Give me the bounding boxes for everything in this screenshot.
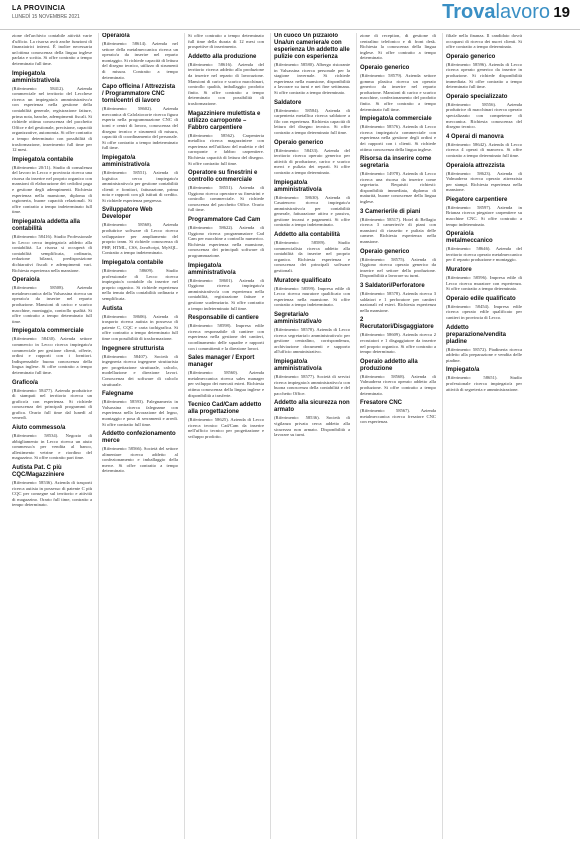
job-ad-title: 3 Camerieri/e di piani [360, 208, 421, 215]
job-ad-title: Impiegato/a amministrativo/a [12, 70, 60, 84]
page-number: 19 [553, 4, 570, 21]
job-ad [360, 400, 436, 425]
job-ad-title: Impiegato/a commerciale [12, 328, 84, 335]
job-ad-body: (Riferimento: 58646). Azienda del territorio ricerca operaio metalmeccanico per il reparto produzione e montaggio. [446, 246, 522, 263]
job-ad-body: (Riferimento: 58407). Società di ingegneria ricerca ingegnere strutturista per progettazione strutturale, calcolo, modellazione e direzione lavori. Conoscenza dei software di calcolo strutturale. [102, 353, 178, 387]
column-3 [184, 33, 264, 839]
job-ad-title: Tecnico Cad/Cam addetto alla progettazione [188, 402, 262, 416]
job-ad-body: (Riferimento: 58584). Azienda di carpenteria metallica ricerca saldatore a filo con esperienza. Richiesta capacità di lettura del disegno tecnico. Si offre contratto a tempo determinato full time. [274, 107, 350, 135]
job-ad-title: Addetto alla produzione [188, 53, 257, 60]
job-ad-title: Risorsa da inserire come segretaria [360, 156, 432, 170]
job-ad-title: Operaio generico [446, 53, 496, 60]
job-ad [12, 277, 92, 324]
job-ad-body: (Riferimento: 58606). Azienda di trasporto ricerca autista in possesso di patente C, CQC e carta tachigrafica. Si offre contratto a tempo determinato full time con possibilità di trasformazione. [102, 313, 178, 341]
job-ad [102, 391, 178, 427]
job-ad [360, 116, 436, 152]
job-ad [12, 157, 92, 215]
job-ad-body: (Riferimento: 58614). Azienda nel settore della metalmeccanica ricerca un operaio/a da inserire nel reparto montaggio. Si richiede capacità di lettura del disegno tecnico, utilizzo di strumenti di misura. Contratto a tempo determinato. [102, 41, 178, 80]
job-ad [360, 65, 436, 112]
job-ad-body: (Riferimento: 58576). Azienda di Lecco ricerca impiegato/a commerciale con esperienza nella gestione degli ordini e dei rapporti con i clienti. Si richiede ottima conoscenza della lingua inglese. [360, 124, 436, 152]
job-ad-title: Responsabile di cantiere [188, 315, 259, 322]
dateline: LUNEDÌ 15 NOVEMBRE 2021 [12, 14, 80, 20]
job-ad-body: (Riferimento: 58416). Studio Professionale in Lecco cerca impiegato/a addetto alla contabilità. La risorsa si occuperà di contabilità semplificata, ordinaria, redazione bilanci, predisposizione dichiarativi fiscali e adempimenti vari. Richiesta esperienza nella mansione. [12, 234, 92, 273]
job-ad-title: Impiegato/a amministrativo/a [274, 179, 322, 193]
job-ad-body: (Riferimento: 58622). Azienda di Oggiono ricerca programmatore Cad Cam per macchine a controllo numerico. Richiesta esperienza nella mansione, conoscenza dei principali software di programmazione. [188, 225, 264, 259]
job-ad [446, 325, 522, 364]
job-ad-title: Operaio addetto alla produzione [360, 358, 418, 372]
job-ad-body: (Riferimento: 58536). Azienda di trasporti ricerca autista in possesso di patente C più CQC per consegne sul territorio e attività di magazzino. Orario full time, contratto a tempo determinato. [12, 480, 92, 508]
job-ad-body: (Riferimento: 58567). Azienda metalmeccanica ricerca fresatore CNC con esperienza. [360, 408, 436, 425]
job-ad [360, 317, 436, 354]
job-ad [102, 33, 178, 80]
job-ad-body: (Riferimento: 58651). Studio professionale ricerca impiegato/a per attività di segreteria e amministrazione. [446, 375, 522, 392]
job-ad-body: (Riferimento: 58477). Azienda produttrice di stampati nel territorio ricerca un grafico/a con esperienza. Si richiede conoscenza dei principali programmi di grafica. Orario full time dal lunedì al venerdì. [12, 387, 92, 421]
job-ad [360, 249, 436, 279]
job-ad-body: (Riferimento: 58599). Impresa edile di Lecco ricerca muratore qualificato con esperienza nella mansione. Si offre contratto a tempo indeterminato. [274, 285, 350, 308]
job-ad-title: Un cuoco Un pizzaiolo Una/un cameriera/e con esperienza Un addetto alle pulizie con esperienza [274, 33, 350, 60]
job-ad-body: (Riferimento: 58625). Azienda di Lecco ricerca tecnico Cad/Cam da inserire nell'ufficio tecnico per progettazione e sviluppo prodotto. [188, 417, 264, 439]
job-ad [102, 84, 178, 151]
job-ad-title: 2 Recrutatori/Disgaggiatore [360, 317, 434, 331]
job-ad-title: Impiegato/a addetta alla contabilità [12, 219, 81, 233]
job-ad-title: Operaio specializzato [446, 93, 508, 100]
job-ad-body: (Riferimento: 58517). Hotel di Bellagio ricerca 3 camerieri/e di piani con mansioni di riassetto e pulizia delle camere. Richiesta esperienza nella mansione. [360, 216, 436, 245]
job-ad-body: (Riferimento: 58575). Azienda di Oggiono ricerca operaio generico da inserire nel settore della produzione. Disponibilità a lavorare su turni. [360, 256, 436, 279]
job-ad-title: 4 Operai di manovra [446, 133, 504, 140]
job-ad [102, 155, 178, 204]
job-ad-body: (Riferimento: 58580). Albergo ristorante in Valsassina ricerca personale per la stagione invernale. Si richiede esperienza nella mansione, disponibilità a lavorare su turni e nei fine settimana. Si offre contratto a tempo determinato. [274, 62, 350, 95]
section-title-trova: Trova [442, 1, 496, 23]
job-ad-title: Impiegato/a [446, 367, 480, 374]
job-ad-body: (Riferimento: 58609). Studio professionale di Lecco ricerca impiegato/a contabile da inserire nel proprio organico. Si richiede esperienza nella tenuta della contabilità ordinaria e semplificata. [102, 268, 178, 301]
job-ad [102, 346, 178, 388]
job-ad [12, 425, 92, 461]
job-ad-body: (Riferimento: 58578). Azienda di Lecco ricerca segretaria/o amministrativa/o per gestione centralino, corrispondenza, archiviazione documenti e supporto all'ufficio amministrativo. [274, 327, 350, 355]
job-ad-body: (Riferimento: 58579). Azienda settore gomma plastica ricerca un operaio generico da inserire nel reparto produzione. Mansioni di carico e scarico macchine, confezionamento del prodotto finito. Si offre contratto a tempo determinato full time. [360, 72, 436, 112]
job-ad-title: Impiegato/a amministrativo/a [188, 262, 236, 276]
job-ad-title: Impiegato/a commerciale [360, 116, 432, 123]
job-ad-title: Ingegnere strutturista [102, 345, 165, 352]
job-ad-title: Autista [102, 305, 123, 312]
job-ad [446, 197, 522, 227]
job-ad [188, 54, 264, 107]
job-ad [12, 328, 92, 375]
job-ad [188, 217, 264, 259]
job-ad [360, 359, 436, 396]
job-ad-body: (Riferimento: 58602). Azienda meccanica di Calolziocorte ricerca figura esperta nella programmazione CNC di torni e centri di lavoro, conoscenza del disegno tecnico e strumenti di misura, capacità di coordinamento del personale. Si offre contratto a tempo indeterminato full time. [102, 106, 178, 151]
job-ad [274, 180, 350, 229]
job-ad-body: (Riferimento: 58560). Azienda metalmeccanica ricerca sales manager per sviluppo dei mercati esteri. Richiesta ottima conoscenza della lingua inglese e disponibilità a trasferte. [188, 370, 264, 398]
column-5 [356, 33, 436, 839]
job-ad-body: (Riferimento: 58616). Azienda del territorio ricerca addetto alla produzione da inserire nel reparto di lavorazione. Mansioni di carico e scarico macchinari, controllo qualità, imballaggio prodotto finito. Si offre contratto a tempo determinato con possibilità di trasformazione. [188, 61, 264, 106]
job-ad-title: Impiegato/a amministrativo/a [274, 358, 322, 372]
job-ad-title: Operaio/a [12, 277, 40, 284]
masthead: LA PROVINCIA [12, 5, 66, 12]
job-ad-body: (Riferimento: 58589). Studio commercialista ricerca addetto alla contabilità da inserire nel proprio organico. Richiesta esperienza e conoscenza dei principali software gestionali. [274, 240, 350, 274]
job-ad-title: Operaio/a [102, 33, 130, 39]
job-ad [360, 283, 436, 313]
job-ad-title: Autista Pat. C più CQC/Magazziniere [12, 465, 65, 479]
job-ad [12, 465, 92, 508]
job-ad [274, 140, 350, 176]
job-ad-title: Addetto alla contabilità [274, 232, 341, 239]
job-ad-body: (Riferimento: 58556). Azienda produttrice di macchinari ricerca operaio specializzato con competenze di meccanica. Richiesta conoscenza del disegno tecnico. [446, 101, 522, 130]
job-ad-title: Aiuto commesso/a [12, 425, 66, 432]
job-ad-title: Piegatore carpentiere [446, 196, 508, 203]
job-ad-title: Impiegato/a contabile [102, 260, 164, 267]
job-ad-title: Grafico/a [12, 379, 39, 386]
column-6 [442, 33, 522, 839]
column-lead-text: filiale nella finanza. Il candidato dovrà occuparsi di ricerca dei nuovi clienti. Si offre contratto a tempo determinato. [446, 33, 522, 50]
job-ad [446, 54, 522, 90]
job-ad-body: (Riferimento: 58578). Azienda ricerca 3 saldatori e 1 perforatore per cantieri nazionali ed esteri. Richiesta esperienza nella mansione. [360, 291, 436, 313]
job-ad-body: (Riferimento: 58536). Società di vigilanza privata cerca addetto alla sicurezza non armato. Disponibilità a lavorare su turni. [274, 415, 350, 438]
job-ad-body: (Riferimento: 58562). Carpenteria metallica ricerca magazziniere con esperienza nell'utilizzo del muletto e del carroponte e fabbro carpentiere. Richiesta capacità di lettura del disegno. Si offre contratto full time. [188, 132, 264, 166]
classified-columns [12, 33, 572, 839]
job-ad-title: Sales manager / Export manager [188, 355, 255, 369]
job-ad-title: Operaio generico [360, 248, 410, 255]
job-ad-title: Magazziniere mulettista e utilizzo carroponte – Fabbro carpentiere [188, 110, 261, 131]
job-ad-body: (Riferimento: 58412). Azienda commerciale nel territorio del Lecchese ricerca un impiegato/a amministrativo/a con esperienza nella gestione della contabilità generale, registrazione fatture, prima nota, banche, adempimenti fiscali. Si richiede ottima conoscenza del pacchetto Office e del gestionale, precisione, capacità organizzative, autonomia. Si offre contratto a tempo determinato con possibilità di trasformazione, inserimento full time per 12 mesi. [12, 85, 92, 153]
job-ad-title: Addetto preparazione/vendita pladine [446, 324, 507, 345]
job-ad-title: Operatore su finestrini e controllo commerciale [188, 170, 258, 184]
job-ad-body: (Riferimento: 58508). Azienda metalmeccanica della Valsassina ricerca un operaio/a da inserire nel reparto produzione. Mansioni di carico e scarico macchine, montaggio, controllo qualità. Si offre contratto a tempo determinato full time. [12, 285, 92, 324]
job-ad-title: Impiegato/a amministrativo/a [102, 154, 150, 168]
job-ad-title: Segretaria/o amministrativa/o [274, 312, 322, 325]
job-ad-title: Operaio/a metalmeccanico [446, 231, 493, 245]
job-ad-title: Operaio generico [360, 64, 410, 71]
job-ad-title: Operaio generico [274, 139, 324, 146]
job-ad [446, 267, 522, 292]
job-ad-body: (Riferimento: 58596). Impresa edile di Lecco ricerca muratore con esperienza. Si offre contratto a tempo determinato. [446, 275, 522, 292]
job-ad-body: (Riferimento: 58430). Azienda settore commercio in Lecco ricerca impiegato/a commerciale per gestione clienti, offerte, ordini e rapporti con i fornitori. Indispensabile buona conoscenza della lingua inglese. Si offre contratto a tempo determinato full time. [12, 336, 92, 375]
job-ad [188, 315, 264, 351]
job-ad [274, 278, 350, 308]
column-4 [270, 33, 350, 839]
job-ad-title: Addetto confezionamento merce [102, 431, 176, 445]
job-ad [360, 156, 436, 205]
job-ad-body: (Riferimento: 58598). Impresa edile ricerca responsabile di cantiere con esperienza nella gestione dei cantieri, coordinamento delle squadre e rapporti con i committenti e la direzione lavori. [188, 323, 264, 351]
job-ad-title: Programmatore Cad Cam [188, 217, 261, 224]
column-lead-text: Si offre contratto a tempo determinato full time della durata di 12 mesi con prospettive di inserimento. [188, 33, 264, 50]
job-ad [446, 231, 522, 263]
job-ad [188, 402, 264, 439]
job-ad-body: (Riferimento: 58642). Azienda di Lecco ricerca 4 operai di manovra. Si offre contratto a tempo determinato full time. [446, 141, 522, 158]
job-ad [274, 400, 350, 437]
job-ad-title: Operaio/a attrezzista [446, 162, 505, 169]
job-ad-body: (Riferimento: 58454). Impresa edile ricerca operaio edile qualificato per cantieri in provincia di Lecco. [446, 303, 522, 320]
job-ad-body: (Riferimento: 58593). Falegnameria in Valsassina ricerca falegname con esperienza nella lavorazione del legno, montaggio e posa di serramenti e arredi. Si offre contratto full time. [102, 399, 178, 427]
job-ad [102, 260, 178, 302]
job-ad [188, 170, 264, 213]
job-ad [274, 312, 350, 355]
job-ad [12, 71, 92, 153]
job-ad [188, 263, 264, 312]
job-ad-title: Capo officina / Attrezzista / Programmatore CNC torni/centri di lavoro [102, 84, 176, 105]
job-ad [274, 100, 350, 136]
job-ad-title: Muratore [446, 267, 472, 274]
page-header [0, 0, 580, 30]
job-ad-body: (Riferimento: 58597). Azienda in Brianza ricerca piegatore carpentiere su macchine CNC. Si offre contratto a tempo indeterminato. [446, 204, 522, 227]
job-ad-title: Impiegato/a contabile [12, 156, 74, 163]
job-ad-body: (Riferimento: 20/11). Studio di consulenza del lavoro in Lecco e provincia ricerca una risorsa da inserire nel proprio organico con mansioni di elaborazione dei cedolini paga e gestione degli adempimenti. Richiesta esperienza nella mansione, diploma di ragioneria, buone capacità relazionali. Si offre contratto a tempo indeterminato full time. [12, 164, 92, 215]
job-ad-body: (Riferimento: 58433). Azienda del territorio ricerca operaio generico per attività di produzione, carico e scarico merci e pulizia dei reparti. Si offre contratto a tempo determinato. [274, 147, 350, 175]
job-ad-body: (Riferimento: 58601). Azienda di Oggiono ricerca impiegato/a amministrativo/a con esperienza nella contabilità, registrazione fatture e gestione scadenziario. Si offre contratto a tempo indeterminato full time. [188, 277, 264, 311]
job-ad-title: Addetto alla sicurezza non armato [274, 400, 350, 414]
column-lead-text: zione di reception, di gestione di centralino telefonico e di front desk. Richiesta la conoscenza della lingua inglese. Si offre contratto a tempo determinato. [360, 33, 436, 61]
job-ad [360, 209, 436, 245]
job-ad-title: Muratore qualificato [274, 277, 332, 284]
job-ad-title: Sviluppatore Web Developer [102, 207, 153, 221]
job-ad-body: (Riferimento: 58572). Piadineria ricerca addetto alla preparazione e vendita delle piadine. [446, 346, 522, 363]
job-ad [274, 359, 350, 396]
job-ad-body: (Riferimento: 58577). Società di servizi ricerca impiegato/a amministrativo/a con buona conoscenza della contabilità e del pacchetto Office. [274, 373, 350, 396]
job-ad [446, 94, 522, 130]
section-title-lavoro: lavoro [495, 1, 550, 23]
job-ad [188, 111, 264, 167]
job-ad-body: (Riferimento: 58596). Azienda di Lecco ricerca operaio generico da inserire in produzione. Si richiede disponibilità immediata. Si offre contratto a tempo determinato full time. [446, 61, 522, 90]
job-ad-title: Fresatore CNC [360, 400, 403, 407]
job-ad-title: Falegname [102, 391, 134, 398]
column-lead-text: zione del'archivio contabile attività varie d'ufficio. La risorsa avrà anche funzioni di finanziatrici interni. È inoltre necessaria un'ottima conoscenza della lingua inglese parlata e scritta. Si offre contratto a tempo determinato full time. [12, 33, 92, 66]
job-ad-body: (Riferimento: 58623). Azienda di Valmadrera ricerca operaio attrezzista per stampi. Richiesta esperienza nella mansione. [446, 170, 522, 193]
job-ad-body: (Riferimento: 58534). Negozio di abbigliamento in Lecco ricerca un aiuto commesso/a per vendita al banco, allestimento vetrine e riordino del magazzino. Si offre contratto part time. [12, 433, 92, 461]
job-ad [102, 207, 178, 256]
section-title [442, 1, 550, 23]
job-ad-title: 3 Saldatori/Perforatore [360, 283, 425, 289]
job-ad-body: (Riferimento: 58551). Azienda di logistica cerca impiegato/a amministrativo/a per gestione contabilità clienti e fornitori, fatturazione, prima nota e rapporti con gli istituti di credito. Si richiede esperienza pregressa. [102, 169, 178, 203]
job-ad [446, 367, 522, 392]
job-ad [102, 306, 178, 342]
job-ad [446, 163, 522, 193]
column-1 [12, 33, 92, 839]
job-ad [274, 232, 350, 274]
job-ad-body: (Riferimento: 14978). Azienda di Lecco ricerca una risorsa da inserire come segretaria. Requisiti richiesti: disponibilità immediata, diploma di maturità, buone conoscenze della lingua inglese. [360, 171, 436, 205]
job-ad [12, 219, 92, 273]
job-ad [102, 431, 178, 474]
job-ad-body: (Riferimento: 58568). Azienda di Valmadrera ricerca operaio addetto alla produzione. Si offre contratto a tempo determinato. [360, 373, 436, 396]
job-ad-body: (Riferimento: 58566). Società del settore alimentare ricerca addetto al confezionamento e imballaggio della merce. Si offre contratto a tempo determinato. [102, 446, 178, 474]
job-ad [446, 134, 522, 159]
column-2 [98, 33, 178, 839]
job-ad-body: (Riferimento: 58551). Azienda di Oggiono ricerca operatore su finestrini e controllo commerciale. Si richiede conoscenza del pacchetto Office. Orario full time. [188, 185, 264, 213]
job-ad [188, 355, 264, 398]
job-ad-title: Operaio edile qualificato [446, 295, 516, 302]
job-ad-body: (Riferimento: 58630). Azienda di Casatenovo ricerca impiegato/a amministrativo/a per contabilità generale, fatturazione attiva e passiva, gestione incassi e pagamenti. Si offre contratto a tempo indeterminato. [274, 194, 350, 228]
job-ad-body: (Riferimento: 58609). Azienda ricerca 2 recrutatori e 1 disgaggiatore da inserire nel proprio organico. Si offre contratto a tempo determinato. [360, 332, 436, 355]
job-ad [274, 33, 350, 96]
job-ad-title: Saldatore [274, 99, 302, 106]
job-ad-body: (Riferimento: 58568). Azienda produttrice software di Lecco ricerca sviluppatore per ampliamento del proprio team. Si richiede conoscenza di PHP, HTML, CSS, JavaScript, MySQL. Contratto a tempo indeterminato. [102, 222, 178, 256]
job-ad [446, 296, 522, 321]
job-ad [12, 380, 92, 422]
